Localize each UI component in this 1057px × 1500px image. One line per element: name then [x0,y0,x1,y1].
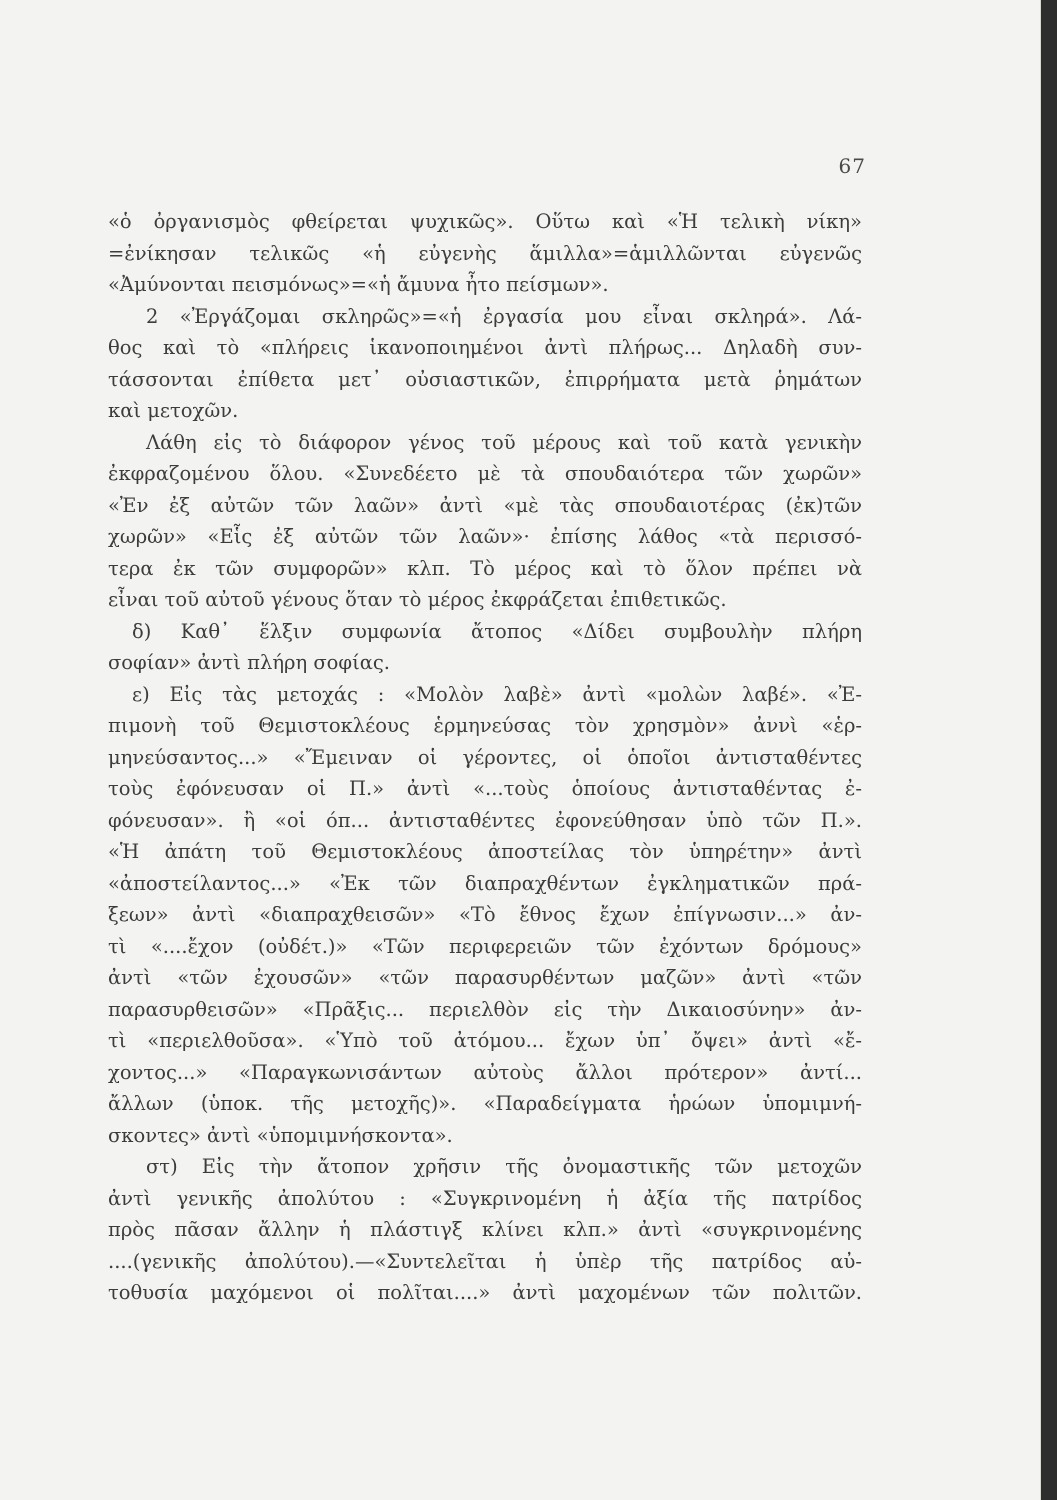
text-line: τὶ «....ἔχον (οὐδέτ.)» «Τῶν περιφερειῶν τῶν ἐχόντων δρόμους» [108,934,862,958]
text-line: ἀντὶ «τῶν ἐχουσῶν» «τῶν παρασυρθέντων μαζῶν» ἀντὶ «τῶν [108,966,862,989]
text-line: 2 «Ἐργάζομαι σκληρῶς»=«ἡ ἐργασία μου εἶναι σκληρά». Λά- [146,304,862,328]
text-line: πιμονὴ τοῦ Θεμιστοκλέους ἑρμηνεύσας τὸν χρησμὸν» ἀννὶ «ἑρ- [108,714,862,737]
text-line: σοφίαν» ἀντὶ πλήρη σοφίας. [108,651,390,674]
text-line: παρασυρθεισῶν» «Πρᾶξις... περιελθὸν εἰς τὴν Δικαιοσύνην» ἀν- [108,997,862,1021]
text-line: ἐκφραζομένου ὅλου. «Συνεδέετο μὲ τὰ σπουδαιότερα τῶν χωρῶν» [108,462,862,485]
text-line: σκοντες» ἀντὶ «ὑπομιμνήσκοντα». [108,1123,453,1147]
text-line: «ὁ ὀργανισμὸς φθείρεται ψυχικῶς». Οὕτω καὶ «Ἡ τελικὴ νίκη» [108,210,862,233]
text-line: ....(γενικῆς ἀπολύτου).—«Συντελεῖται ἡ ὑπὲρ τῆς πατρίδος αὐ- [108,1249,862,1273]
text-line: τάσσονται ἐπίθετα μετ᾽ οὐσιαστικῶν, ἐπιρρήματα μετὰ ῥημάτων [108,367,862,391]
text-line: ἀντὶ γενικῆς ἀπολύτου : «Συγκρινομένη ἡ ἀξία τῆς πατρίδος [108,1186,862,1210]
text-line: θος καὶ τὸ «πλήρεις ἱκανοποιημένοι ἀντὶ πλήρως... Δηλαδὴ συν- [108,336,862,359]
text-line: «Ἐν ἐξ αὐτῶν τῶν λαῶν» ἀντὶ «μὲ τὰς σπουδαιοτέρας (ἐκ)τῶν [108,493,862,517]
text-line: χοντος...» «Παραγκωνισάντων αὐτοὺς ἄλλοι πρότερον» ἀντί... [108,1060,862,1084]
text-line: «ἀποστείλαντος...» «Ἐκ τῶν διαπραχθέντων ἐγκληματικῶν πρά- [108,871,862,895]
text-line: χωρῶν» «Εἷς ἐξ αὐτῶν τῶν λαῶν»· ἐπίσης λάθος «τὰ περισσό- [108,525,862,548]
text-line: ξεων» ἀντὶ «διαπραχθεισῶν» «Τὸ ἔθνος ἔχων ἐπίγνωσιν...» ἀν- [108,903,862,926]
text-line: καὶ μετοχῶν. [108,399,239,422]
text-line: ἄλλων (ὑποκ. τῆς μετοχῆς)». «Παραδείγματα ἡρώων ὑπομιμνή- [108,1092,862,1115]
text-line: τερα ἐκ τῶν συμφορῶν» κλπ. Τὸ μέρος καὶ τὸ ὅλον πρέπει νὰ [108,556,862,580]
text-line: τοθυσία μαχόμενοι οἱ πολῖται....» ἀντὶ μαχομένων τῶν πολιτῶν. [108,1281,862,1304]
text-line: «Ἀμύνονται πεισμόνως»=«ἡ ἄμυνα ἦτο πείσμων». [108,273,609,296]
text-line: τὶ «περιελθοῦσα». «Ὑπὸ τοῦ ἀτόμου... ἔχων ὑπ᾽ ὄψει» ἀντὶ «ἔ- [108,1029,862,1052]
text-line: πρὸς πᾶσαν ἄλλην ἡ πλάστιγξ κλίνει κλπ.» ἀντὶ «συγκρινομένης [108,1218,862,1241]
text-line: =ἐνίκησαν τελικῶς «ἡ εὐγενὴς ἅμιλλα»=ἁμιλλῶνται εὐγενῶς [108,241,862,265]
text-line: δ) Καθ᾽ ἕλξιν συμφωνία ἄτοπος «Δίδει συμβουλὴν πλήρη [132,619,862,643]
text-line: φόνευσαν». ἢ «οἱ όπ... ἀντισταθέντες ἐφονεύθησαν ὑπὸ τῶν Π.». [108,808,862,832]
page-number: 67 [838,154,866,178]
text-line: Λάθη εἰς τὸ διάφορον γένος τοῦ μέρους καὶ τοῦ κατὰ γενικὴν [146,430,862,454]
text-line: μηνεύσαντος...» «Ἔμειναν οἱ γέροντες, οἱ ὁποῖοι ἀντισταθέντες [108,745,862,769]
text-line: ε) Εἰς τὰς μετοχάς : «Μολὸν λαβὲ» ἀντὶ «μολὼν λαβέ». «Ἐ- [132,682,862,706]
body-text [108,206,862,1309]
text-line: στ) Εἰς τὴν ἄτοπον χρῆσιν τῆς ὀνομαστικῆς τῶν μετοχῶν [146,1155,862,1178]
text-line: τοὺς ἐφόνευσαν οἱ Π.» ἀντὶ «...τοὺς ὁποίους ἀντισταθέντας ἐ- [108,777,862,800]
text-line: «Ἡ ἀπάτη τοῦ Θεμιστοκλέους ἀποστείλας τὸν ὑπηρέτην» ἀντὶ [108,840,862,863]
text-line: εἶναι τοῦ αὐτοῦ γένους ὅταν τὸ μέρος ἐκφράζεται ἐπιθετικῶς. [108,588,727,611]
